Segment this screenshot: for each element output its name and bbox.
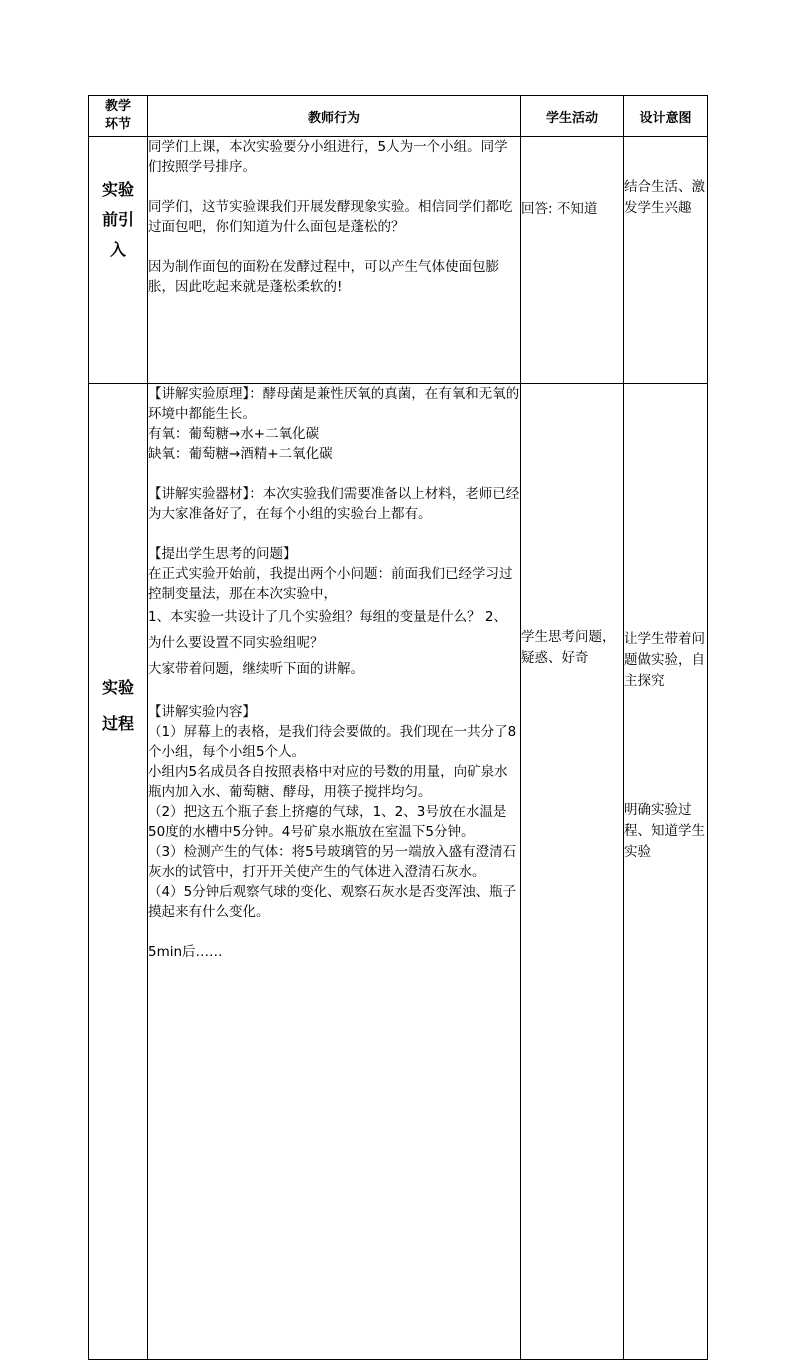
- stage-line: 实验: [101, 180, 134, 199]
- teacher-paragraph: （2）把这五个瓶子套上挤瘪的气球，1、2、3号放在水温是50度的水槽中5分钟。4号矿泉水瓶放在室温下5分钟。: [148, 804, 507, 840]
- student-cell: [521, 137, 624, 384]
- teacher-paragraph: 因为制作面包的面粉在发酵过程中，可以产生气体使面包膨胀，因此吃起来就是蓬松柔软的!: [148, 259, 499, 295]
- teacher-paragraph: 同学们上课，本次实验要分小组进行，5人为一个小组。同学们按照学号排序。: [148, 139, 508, 175]
- header-intent: 设计意图: [624, 96, 708, 137]
- teacher-cell: [148, 384, 521, 1360]
- design-intent: 明确实验过程、知道学生实验: [624, 802, 705, 860]
- stage-line: 过程: [101, 714, 134, 733]
- student-activity: 学生思考问题，疑惑、好奇: [521, 629, 616, 666]
- header-stage-line2: 环节: [104, 117, 131, 132]
- student-cell: [521, 384, 624, 1360]
- teacher-paragraph: （3）检测产生的气体：将5号玻璃管的另一端放入盛有澄清石灰水的试管中，打开开关使产生的气体进入澄清石灰水。: [148, 844, 517, 880]
- stage-cell: [89, 384, 148, 1360]
- design-intent: 让学生带着问题做实验，自主探究: [624, 631, 705, 689]
- teacher-paragraph: 【讲解实验器材】：本次实验我们需要准备以上材料，老师已经为大家准备好了，在每个小组的实验台上都有。: [148, 486, 520, 522]
- teacher-paragraph: 同学们，这节实验课我们开展发酵现象实验。相信同学们都吃过面包吧，你们知道为什么面包是蓬松的？: [148, 199, 513, 235]
- teacher-cell: [148, 137, 521, 384]
- stage-line: 入: [109, 240, 126, 259]
- teacher-paragraph: （1）屏幕上的表格，是我们待会要做的。我们现在一共分了8个小组，每个小组5个人。: [148, 724, 517, 760]
- table-row: [89, 384, 708, 1360]
- teacher-paragraph: （4）5分钟后观察气球的变化、观察石灰水是否变浑浊、瓶子摸起来有什么变化。: [148, 884, 517, 920]
- teacher-paragraph: 有氧：葡萄糖→水+二氧化碳: [148, 426, 320, 442]
- teacher-paragraph: 【提出学生思考的问题】: [148, 546, 297, 562]
- header-stage-line1: 教学: [104, 99, 131, 114]
- header-student: 学生活动: [521, 96, 624, 137]
- student-activity: 回答: 不知道: [521, 201, 598, 217]
- table-header-row: [89, 96, 708, 137]
- teacher-paragraph: 5min后……: [148, 944, 223, 960]
- header-stage: [89, 96, 148, 137]
- lesson-plan-table: [88, 95, 708, 1360]
- header-teacher: 教师行为: [148, 96, 521, 137]
- teacher-paragraph: 【讲解实验内容】: [148, 704, 256, 720]
- teacher-paragraph: 缺氧：葡萄糖→酒精+二氧化碳: [148, 446, 333, 462]
- stage-line: 实验: [101, 678, 134, 697]
- stage-line: 前引: [101, 210, 134, 229]
- intent-cell: [624, 137, 708, 384]
- teacher-paragraph: 小组内5名成员各自按照表格中对应的号数的用量，向矿泉水瓶内加入水、葡萄糖、酵母，用筷子搅拌均匀。: [148, 764, 508, 800]
- teacher-paragraph: 在正式实验开始前，我提出两个小问题：前面我们已经学习过控制变量法，那在本次实验中，: [148, 566, 513, 602]
- teacher-paragraph: 大家带着问题，继续听下面的讲解。: [148, 661, 364, 677]
- teacher-paragraph: 【讲解实验原理】：酵母菌是兼性厌氧的真菌，在有氧和无氧的环境中都能生长。: [148, 386, 520, 422]
- stage-cell: [89, 137, 148, 384]
- table-row: [89, 137, 708, 384]
- intent-cell: [624, 384, 708, 1360]
- teacher-paragraph: 1、本实验一共设计了几个实验组？每组的变量是什么？ 2、为什么要设置不同实验组呢？: [148, 609, 507, 651]
- design-intent: 结合生活、激发学生兴趣: [624, 179, 705, 216]
